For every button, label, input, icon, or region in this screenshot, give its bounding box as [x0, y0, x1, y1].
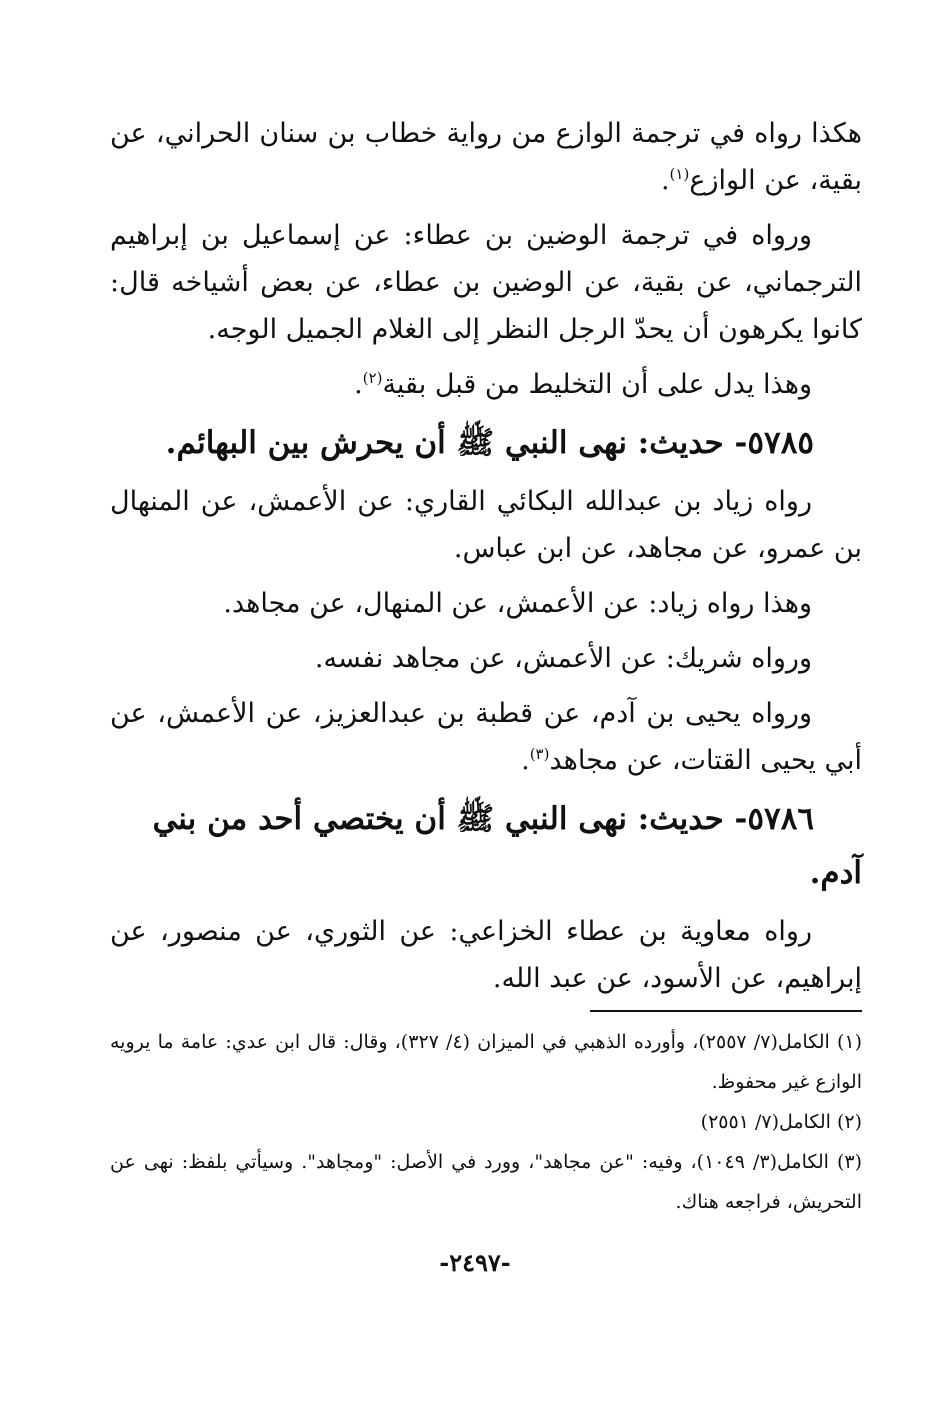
- paragraph: وهذا رواه زياد: عن الأعمش، عن المنهال، عن مجاهد.: [223, 588, 812, 619]
- paragraph: [110, 110, 862, 204]
- paragraph: ورواه في ترجمة الوضين بن عطاء: عن إسماعيل بن إبراهيم الترجماني، عن بقية، عن الوضين بن عطاء، عن بعض أشياخه قال: كانوا يكرهون أن يحدّ الرجل النظر إلى الغلام الجميل الوجه.: [110, 220, 862, 345]
- paragraph-text: ورواه يحيى بن آدم، عن قطبة بن عبدالعزيز، عن الأعمش، عن أبي يحيى القتات، عن مجاهد: [110, 698, 862, 776]
- paragraph-end: .: [521, 745, 530, 776]
- paragraph-text: وهذا يدل على أن التخليط من قبل بقية: [382, 369, 812, 400]
- footnote: (١) الكامل(٧/ ٢٥٥٧)، وأورده الذهبي في الميزان (٤/ ٣٢٧)، وقال: قال ابن عدي: عامة ما يرويه الوازع غير محفوظ.: [110, 1031, 862, 1093]
- page-number: -٢٤٩٧-: [439, 1248, 511, 1277]
- paragraph: ورواه شريك: عن الأعمش، عن مجاهد نفسه.: [314, 643, 812, 674]
- paragraph-end: .: [354, 369, 363, 400]
- footnote: (٣) الكامل(٣/ ١٠٤٩)، وفيه: "عن مجاهد"، وورد في الأصل: "ومجاهد". وسيأتي بلفظ: نهى عن التحريش، فراجعه هناك.: [110, 1151, 863, 1213]
- footnote: (٢) الكامل(٧/ ٢٥٥١): [700, 1111, 862, 1133]
- paragraph: رواه زياد بن عبدالله البكائي القاري: عن الأعمش، عن المنهال بن عمرو، عن مجاهد، عن ابن عباس.: [110, 486, 862, 564]
- hadith-heading: ٥٧٨٦- حديث: نهى النبي ﷺ أن يختصي أحد من بني آدم.: [152, 801, 862, 891]
- paragraph-end: .: [660, 165, 670, 196]
- footnote-reference[interactable]: (٣): [529, 745, 550, 763]
- paragraph-text: هكذا رواه في ترجمة الوازع من رواية خطاب بن سنان الحراني، عن بقية، عن الوازع: [110, 118, 862, 196]
- footnote-reference[interactable]: (١): [669, 165, 690, 183]
- footnote-separator: [590, 1010, 862, 1012]
- paragraph: رواه معاوية بن عطاء الخزاعي: عن الثوري، عن منصور، عن إبراهيم، عن الأسود، عن عبد الله.: [110, 916, 862, 994]
- hadith-heading: ٥٧٨٥- حديث: نهى النبي ﷺ أن يحرش بين البهائم.: [165, 425, 814, 461]
- paragraph: [110, 361, 862, 408]
- document-page: [110, 110, 862, 1222]
- paragraph: [110, 690, 862, 784]
- footnote-reference[interactable]: (٢): [362, 369, 383, 387]
